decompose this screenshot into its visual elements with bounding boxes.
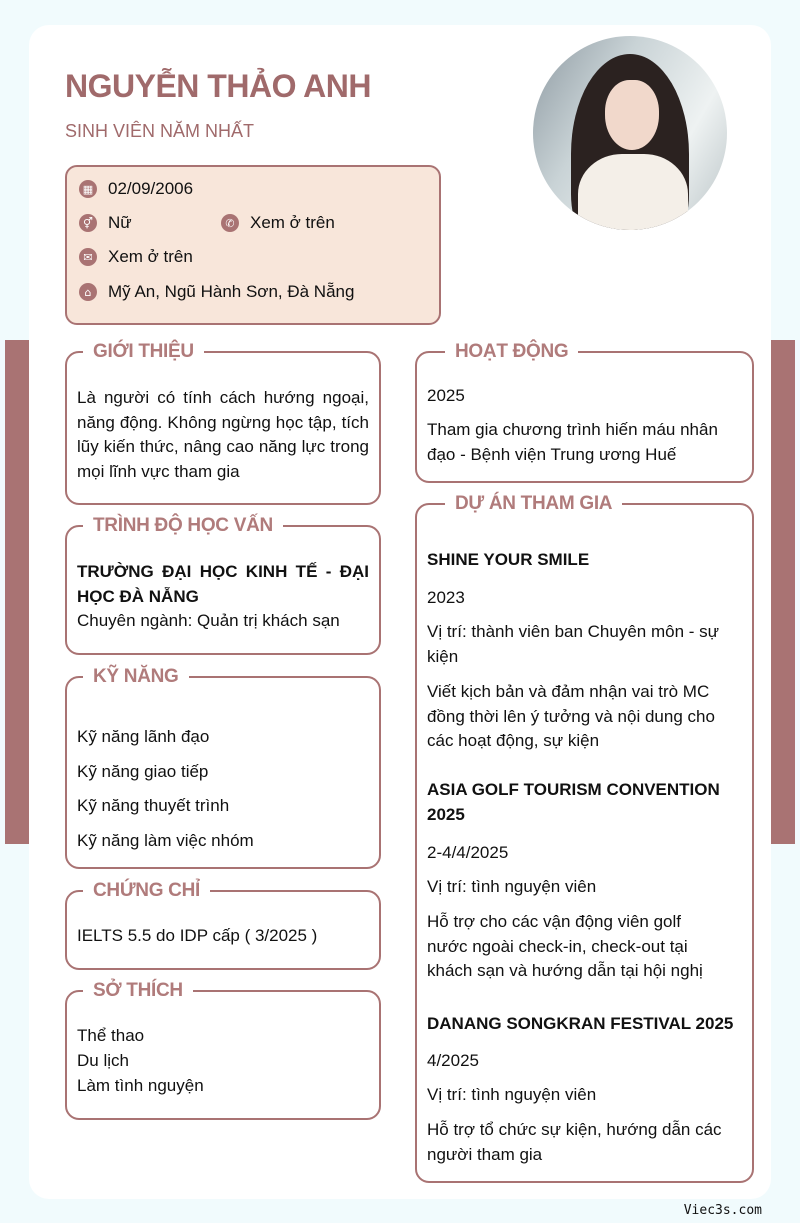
- hobbies-section: [65, 980, 381, 1120]
- project-date: 4/2025: [427, 1051, 479, 1070]
- about-section: [65, 341, 381, 505]
- gender-value: Nữ: [108, 213, 132, 232]
- project-description: Hỗ trợ cho các vận động viên golf nước ngoài check-in, check-out tại khách sạn và hướng dẫn tại hội nghị: [427, 912, 703, 980]
- education-section: [65, 515, 381, 655]
- contact-email: [79, 247, 193, 267]
- education-heading: TRÌNH ĐỘ HỌC VẤN: [83, 514, 283, 538]
- contact-gender: [79, 213, 132, 233]
- contact-box: [65, 165, 441, 325]
- contact-birthday: [79, 179, 193, 199]
- skills-section: [65, 666, 381, 869]
- avatar-face: [605, 80, 659, 150]
- project-name: ASIA GOLF TOURISM CONVENTION 2025: [427, 780, 720, 824]
- phone-icon: ✆: [221, 214, 239, 232]
- skill-item: Kỹ năng làm việc nhóm: [77, 831, 254, 850]
- certificate-text: IELTS 5.5 do IDP cấp ( 3/2025 ): [77, 926, 318, 945]
- email-icon: ✉: [79, 248, 97, 266]
- skill-item: Kỹ năng giao tiếp: [77, 762, 209, 781]
- project-description: Hỗ trợ tổ chức sự kiện, hướng dẫn các người tham gia: [427, 1120, 722, 1164]
- left-decor-bar: [5, 340, 29, 844]
- phone-value: Xem ở trên: [250, 213, 335, 232]
- hobby-item: Du lịch: [77, 1051, 129, 1070]
- right-decor-bar: [771, 340, 795, 844]
- skill-item: Kỹ năng lãnh đạo: [77, 727, 210, 746]
- activity-text: Tham gia chương trình hiến máu nhân đạo - Bệnh viện Trung ương Huế: [427, 420, 718, 464]
- home-icon: ⌂: [79, 283, 97, 301]
- contact-phone: [221, 213, 335, 233]
- education-major: Chuyên ngành: Quản trị khách sạn: [77, 611, 340, 630]
- skills-heading: KỸ NĂNG: [83, 665, 189, 689]
- certificates-section: [65, 880, 381, 970]
- activity-year: 2025: [427, 386, 465, 405]
- gender-icon: ⚥: [79, 214, 97, 232]
- project-role: Vị trí: tình nguyện viên: [427, 1085, 597, 1104]
- projects-heading: DỰ ÁN THAM GIA: [445, 492, 622, 516]
- avatar: [533, 36, 727, 230]
- project-date: 2-4/4/2025: [427, 843, 509, 862]
- contact-address: [79, 282, 354, 302]
- certificates-heading: CHỨNG CHỈ: [83, 879, 210, 903]
- email-value: Xem ở trên: [108, 247, 193, 266]
- avatar-blouse: [578, 154, 688, 230]
- hobby-item: Thể thao: [77, 1026, 145, 1045]
- project-date: 2023: [427, 588, 465, 607]
- project-name: DANANG SONGKRAN FESTIVAL 2025: [427, 1014, 734, 1033]
- hobbies-heading: SỞ THÍCH: [83, 979, 193, 1003]
- address-value: Mỹ An, Ngũ Hành Sơn, Đà Nẵng: [108, 282, 355, 301]
- candidate-title: SINH VIÊN NĂM NHẤT: [65, 121, 255, 141]
- hobby-item: Làm tình nguyện: [77, 1076, 204, 1095]
- about-text: Là người có tính cách hướng ngoại, năng động. Không ngừng học tập, tích lũy kiến thức, nâng cao năng lực trong mọi lĩnh vực tham gia: [77, 388, 369, 481]
- candidate-name: NGUYỄN THẢO ANH: [65, 68, 371, 104]
- activities-section: [415, 341, 754, 483]
- project-description: Viết kịch bản và đảm nhận vai trò MC đồng thời lên ý tưởng và nội dung cho các hoạt động, sự kiện: [427, 682, 715, 750]
- education-school: TRƯỜNG ĐẠI HỌC KINH TẾ - ĐẠI HỌC ĐÀ NẴNG: [77, 562, 369, 606]
- projects-section: [415, 493, 754, 1183]
- calendar-icon: ▦: [79, 180, 97, 198]
- project-name: SHINE YOUR SMILE: [427, 550, 590, 569]
- activities-heading: HOẠT ĐỘNG: [445, 340, 578, 364]
- skill-item: Kỹ năng thuyết trình: [77, 796, 230, 815]
- birthday-value: 02/09/2006: [108, 179, 194, 198]
- project-role: Vị trí: tình nguyện viên: [427, 877, 597, 896]
- about-heading: GIỚI THIỆU: [83, 340, 204, 364]
- watermark-text: Viec3s.com: [683, 1203, 762, 1218]
- project-role: Vị trí: thành viên ban Chuyên môn - sự kiện: [427, 622, 720, 666]
